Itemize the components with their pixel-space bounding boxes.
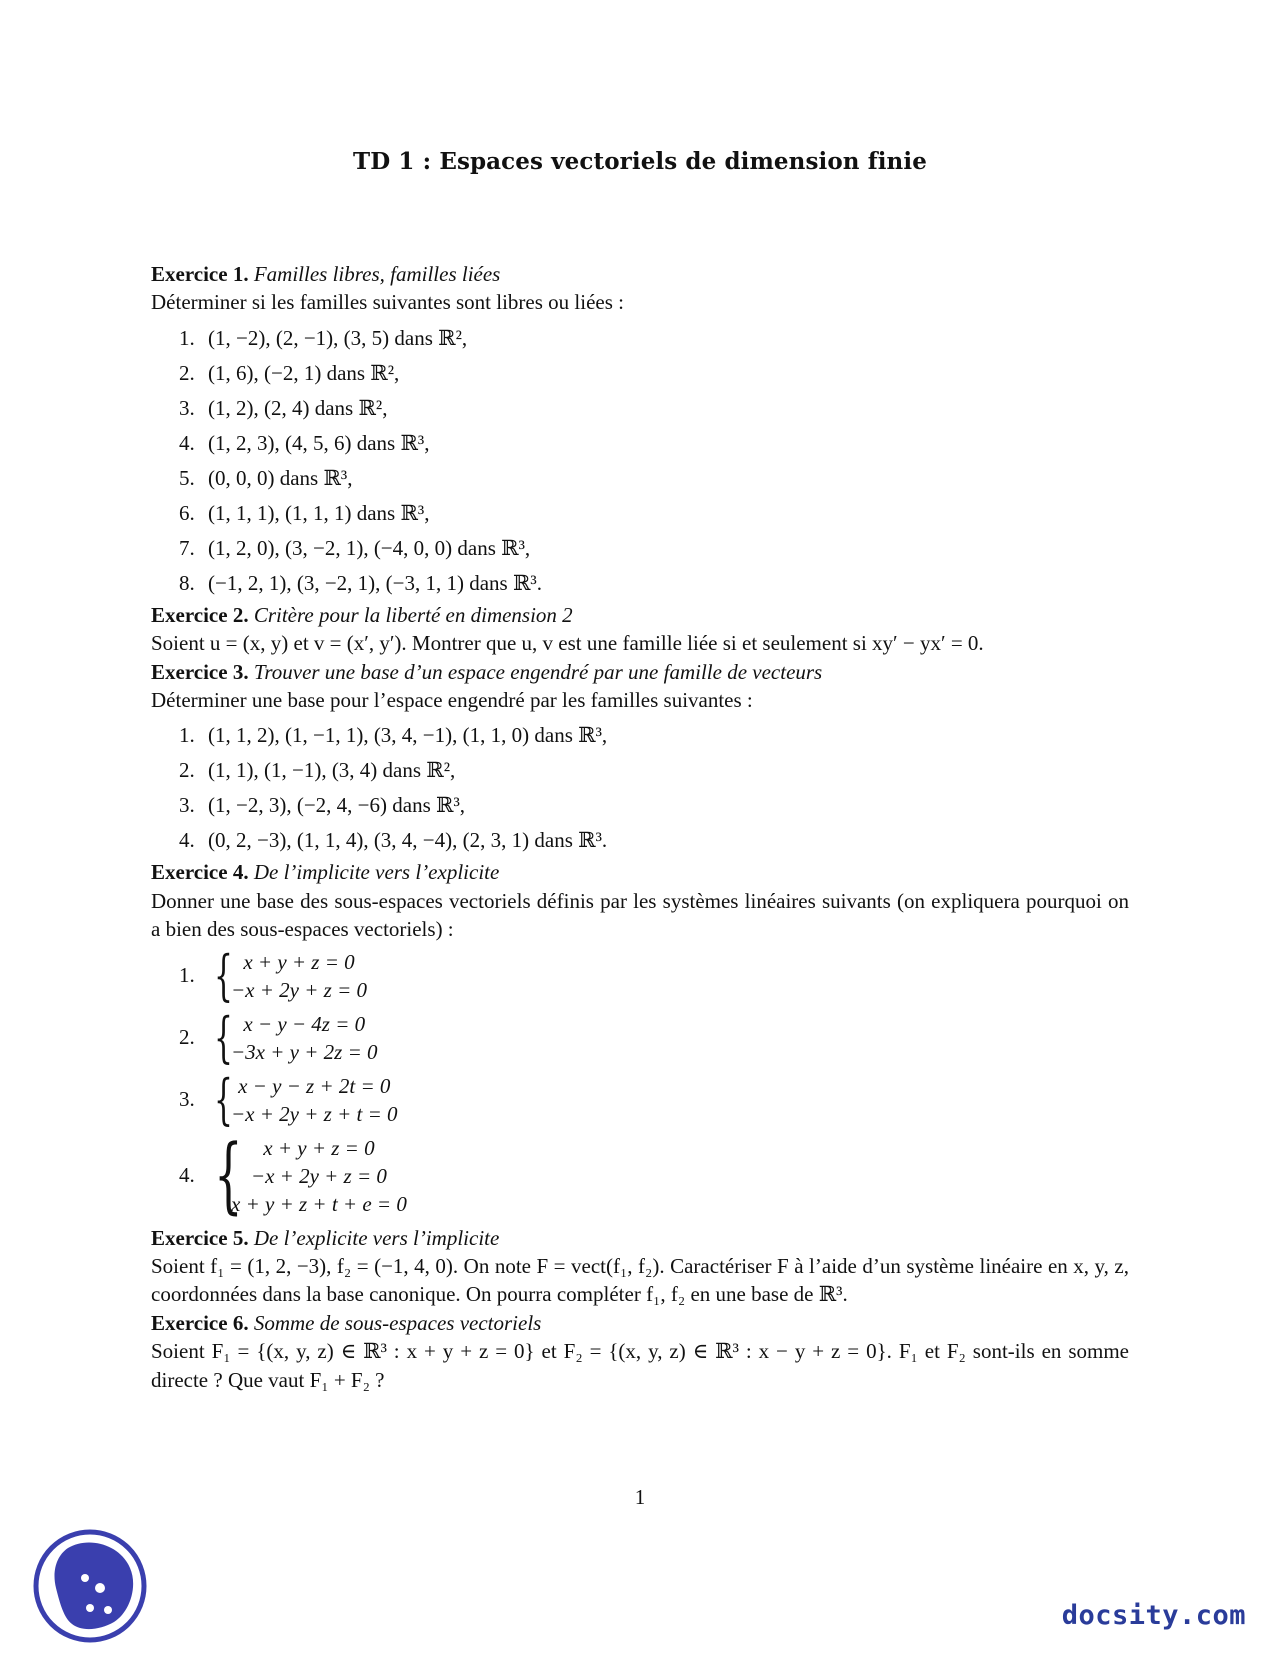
exercise-6-text: Soient F₁ = {(x, y, z) ∈ ℝ³ : x + y + z = 0} et F₂ = {(x, y, z) ∈ ℝ³ : x − y + z = 0}. F₁ et F₂ sont-ils en somme directe ? Que vaut F₁ + F₂ ? [151,1339,1129,1392]
list-item: 5. (0, 0, 0) dans ℝ³, [179,465,353,490]
equation-system: 3. { x − y − z + 2t = 0 −x + 2y + z + t = 0 [179,1067,398,1131]
exercise-1-list [151,321,1129,601]
list-item: 2. (1, 1), (1, −1), (3, 4) dans ℝ², [179,758,456,783]
exercise-1-label: Exercice 1. [151,262,249,286]
exercise-5-text: Soient f₁ = (1, 2, −3), f₂ = (−1, 4, 0). On note F = vect(f₁, f₂). Caractériser F à l’aide d’un système linéaire en x, y, z, coordonnées dans la base canonique. On pourra compléter f₁, f₂ en une base de ℝ³. [151,1254,1129,1307]
brand-watermark[interactable]: docsity.com [1061,1600,1246,1631]
equation: x − y − z + 2t = 0 [238,1073,391,1098]
brace-symbol: { [213,1127,243,1223]
list-item: 1. (1, 1, 2), (1, −1, 1), (3, 4, −1), (1, 1, 0) dans ℝ³, [179,723,608,748]
exercise-6-heading [151,1309,1129,1337]
page-number: 1 [634,1485,646,1509]
exercise-1-heading [151,260,1129,288]
exercise-3-intro: Déterminer une base pour l’espace engendré par les familles suivantes : [151,688,753,713]
brace-symbol: { [213,943,233,1007]
equation: −x + 2y + z = 0 [231,977,367,1002]
list-item: 1. (1, −2), (2, −1), (3, 5) dans ℝ², [179,325,468,350]
list-item: 4. (0, 2, −3), (1, 1, 4), (3, 4, −4), (2, 3, 1) dans ℝ³. [179,828,608,853]
exercise-3-list [151,718,1129,858]
list-item: 2. (1, 6), (−2, 1) dans ℝ², [179,360,400,385]
exercise-2-label: Exercice 2. [151,602,249,627]
exercise-3-heading [151,658,1129,686]
equation: x + y + z + t + e = 0 [231,1191,407,1216]
brace-symbol: { [213,1005,233,1069]
equation: −x + 2y + z = 0 [250,1163,387,1188]
exercise-4-intro: Donner une base des sous-espaces vectoriels définis par les systèmes linéaires suivants (on expliquera pourquoi on a bien des sous-espaces vectoriels) : [151,888,1129,942]
list-item: 4. (1, 2, 3), (4, 5, 6) dans ℝ³, [179,430,430,455]
equation-system: 4. { x + y + z = 0 −x + 2y + z = 0 x + y + z + t + e = 0 [179,1127,407,1223]
list-item: 8. (−1, 2, 1), (3, −2, 1), (−3, 1, 1) dans ℝ³. [179,570,542,595]
equation-system: 2. { x − y − 4z = 0 −3x + y + 2z = 0 [179,1005,378,1069]
list-item: 6. (1, 1, 1), (1, 1, 1) dans ℝ³, [179,500,430,525]
equation: x + y + z = 0 [263,1135,375,1160]
exercise-6-label: Exercice 6. [151,1310,249,1335]
exercise-1-intro: Déterminer si les familles suivantes sont libres ou liées : [151,290,624,315]
page-title: TD 1 : Espaces vectoriels de dimension finie [353,148,927,175]
exercise-4-systems [151,943,1129,1223]
equation: x − y − 4z = 0 [243,1011,366,1036]
equation: −3x + y + 2z = 0 [231,1039,378,1064]
equation: −x + 2y + z + t = 0 [231,1101,398,1126]
exercise-3-label: Exercice 3. [151,659,249,684]
exercise-2-text: Soient u = (x, y) et v = (x′, y′). Montrer que u, v est une famille liée si et seulement si xy′ − yx′ = 0. [151,631,984,656]
exercise-5-heading [151,1224,1129,1252]
exercise-3-subtitle: Trouver une base d’un espace engendré par une famille de vecteurs [253,659,823,684]
exercise-6-subtitle: Somme de sous-espaces vectoriels [253,1310,542,1335]
exercise-2-heading [151,601,1129,629]
brace-symbol: { [213,1067,233,1131]
document-body [151,260,1129,1394]
exercise-4-subtitle: De l’implicite vers l’explicite [253,860,500,885]
equation-system: 1. { x + y + z = 0 −x + 2y + z = 0 [179,943,367,1007]
exercise-2-subtitle: Critère pour la liberté en dimension 2 [253,602,573,627]
exercise-1-subtitle: Familles libres, familles liées [253,262,501,286]
equation: x + y + z = 0 [243,949,355,974]
exercise-4-label: Exercice 4. [151,860,249,885]
exercise-4-heading [151,858,1129,886]
docsity-logo-icon [30,1526,150,1644]
list-item: 3. (1, −2, 3), (−2, 4, −6) dans ℝ³, [179,793,465,818]
exercise-5-subtitle: De l’explicite vers l’implicite [253,1225,500,1250]
list-item: 7. (1, 2, 0), (3, −2, 1), (−4, 0, 0) dans ℝ³, [179,535,531,560]
exercise-5-label: Exercice 5. [151,1225,249,1250]
list-item: 3. (1, 2), (2, 4) dans ℝ², [179,395,388,420]
